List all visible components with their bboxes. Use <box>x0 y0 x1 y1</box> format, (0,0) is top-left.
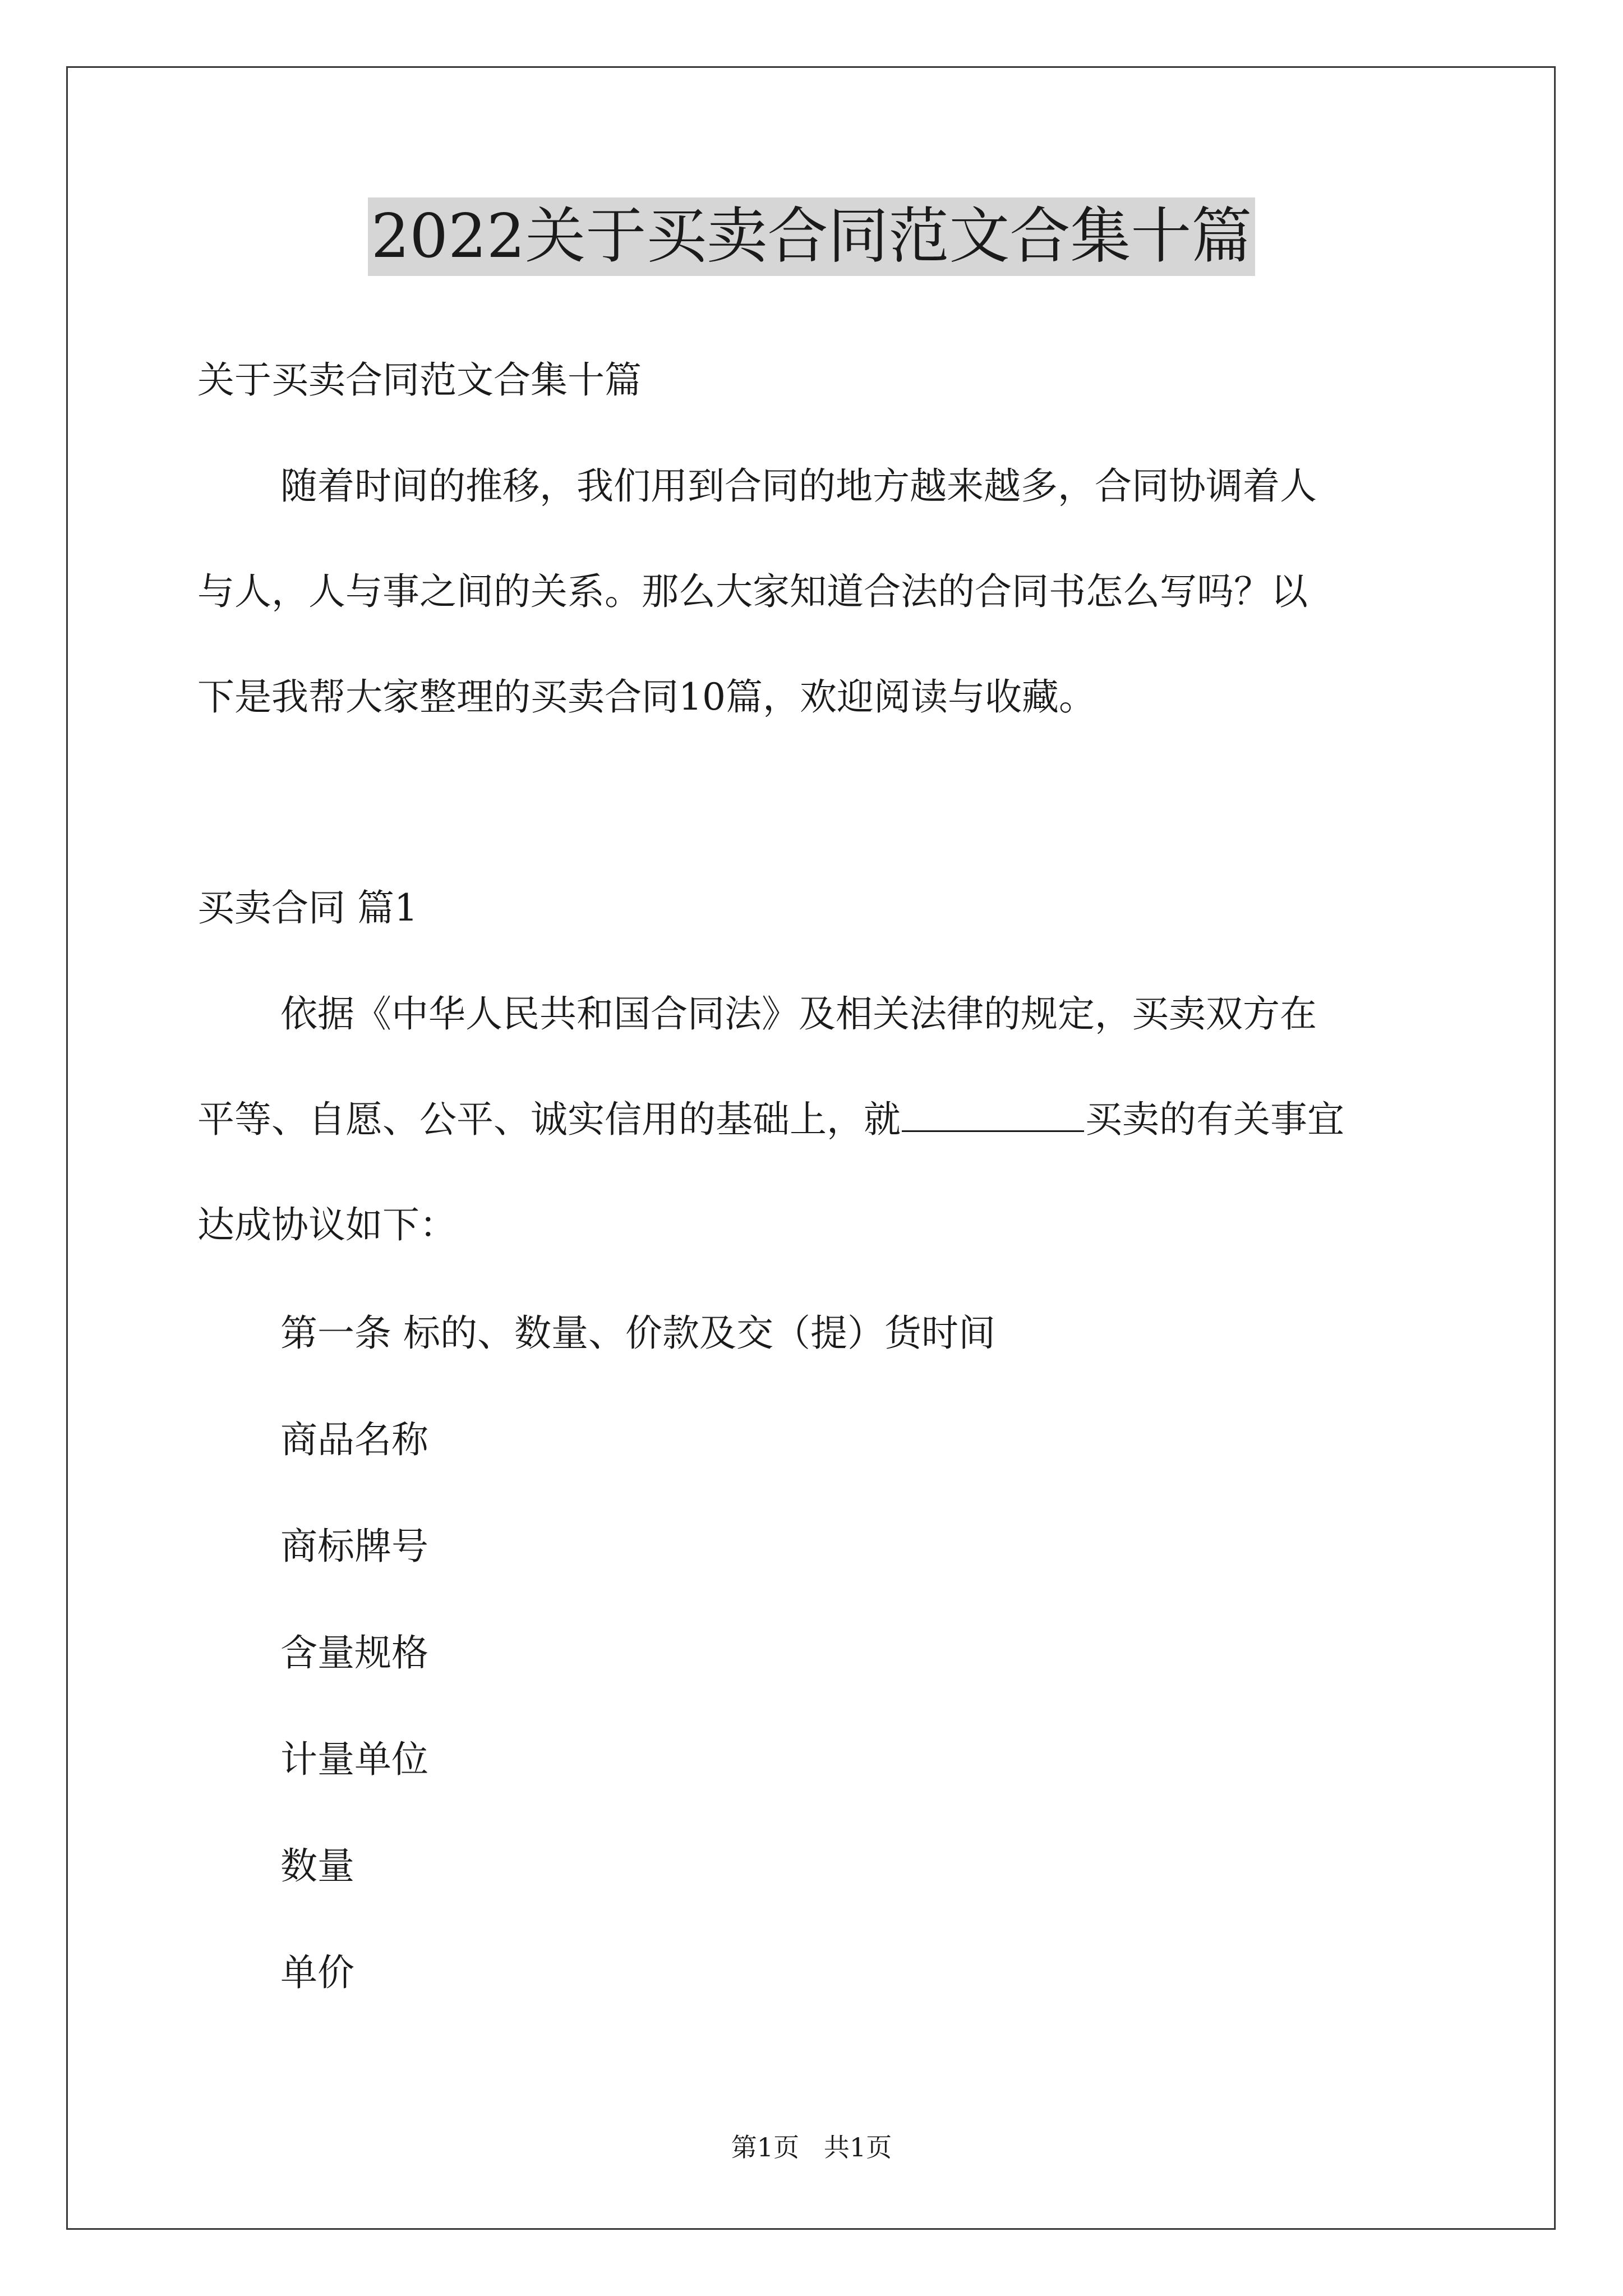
page-footer: 第1页 共1页 <box>731 2132 892 2162</box>
fill-in-blank <box>902 1096 1084 1132</box>
section-body-line-3: 达成协议如下： <box>197 1203 457 1246</box>
field-item: 数量 <box>280 1844 354 1888</box>
section-body-line-1: 依据《中华人民共和国合同法》及相关法律的规定，买卖双方在 <box>280 992 1317 1036</box>
intro-line-3: 下是我帮大家整理的买卖合同10篇，欢迎阅读与收藏。 <box>197 675 1096 719</box>
section-heading: 买卖合同 篇1 <box>197 886 418 930</box>
article-1-heading: 第一条 标的、数量、价款及交（提）货时间 <box>280 1312 995 1355</box>
intro-line-1: 随着时间的推移，我们用到合同的地方越来越多，合同协调着人 <box>280 464 1317 508</box>
section-body-line-2-after-blank: 买卖的有关事宜 <box>1085 1098 1344 1141</box>
intro-line-2: 与人，人与事之间的关系。那么大家知道合法的合同书怎么写吗？以 <box>197 570 1308 613</box>
document-title: 2022关于买卖合同范文合集十篇 <box>368 197 1256 276</box>
field-item: 含量规格 <box>280 1631 428 1674</box>
field-item: 商标牌号 <box>280 1525 428 1568</box>
title-container <box>0 197 1623 276</box>
document-subtitle: 关于买卖合同范文合集十篇 <box>197 358 642 402</box>
section-body-line-2-before-blank: 平等、自愿、公平、诚实信用的基础上，就 <box>197 1098 901 1141</box>
field-item: 单价 <box>280 1951 354 1994</box>
field-item: 商品名称 <box>280 1418 428 1461</box>
section-body-line-2 <box>197 1094 1344 1145</box>
field-item: 计量单位 <box>280 1738 428 1781</box>
